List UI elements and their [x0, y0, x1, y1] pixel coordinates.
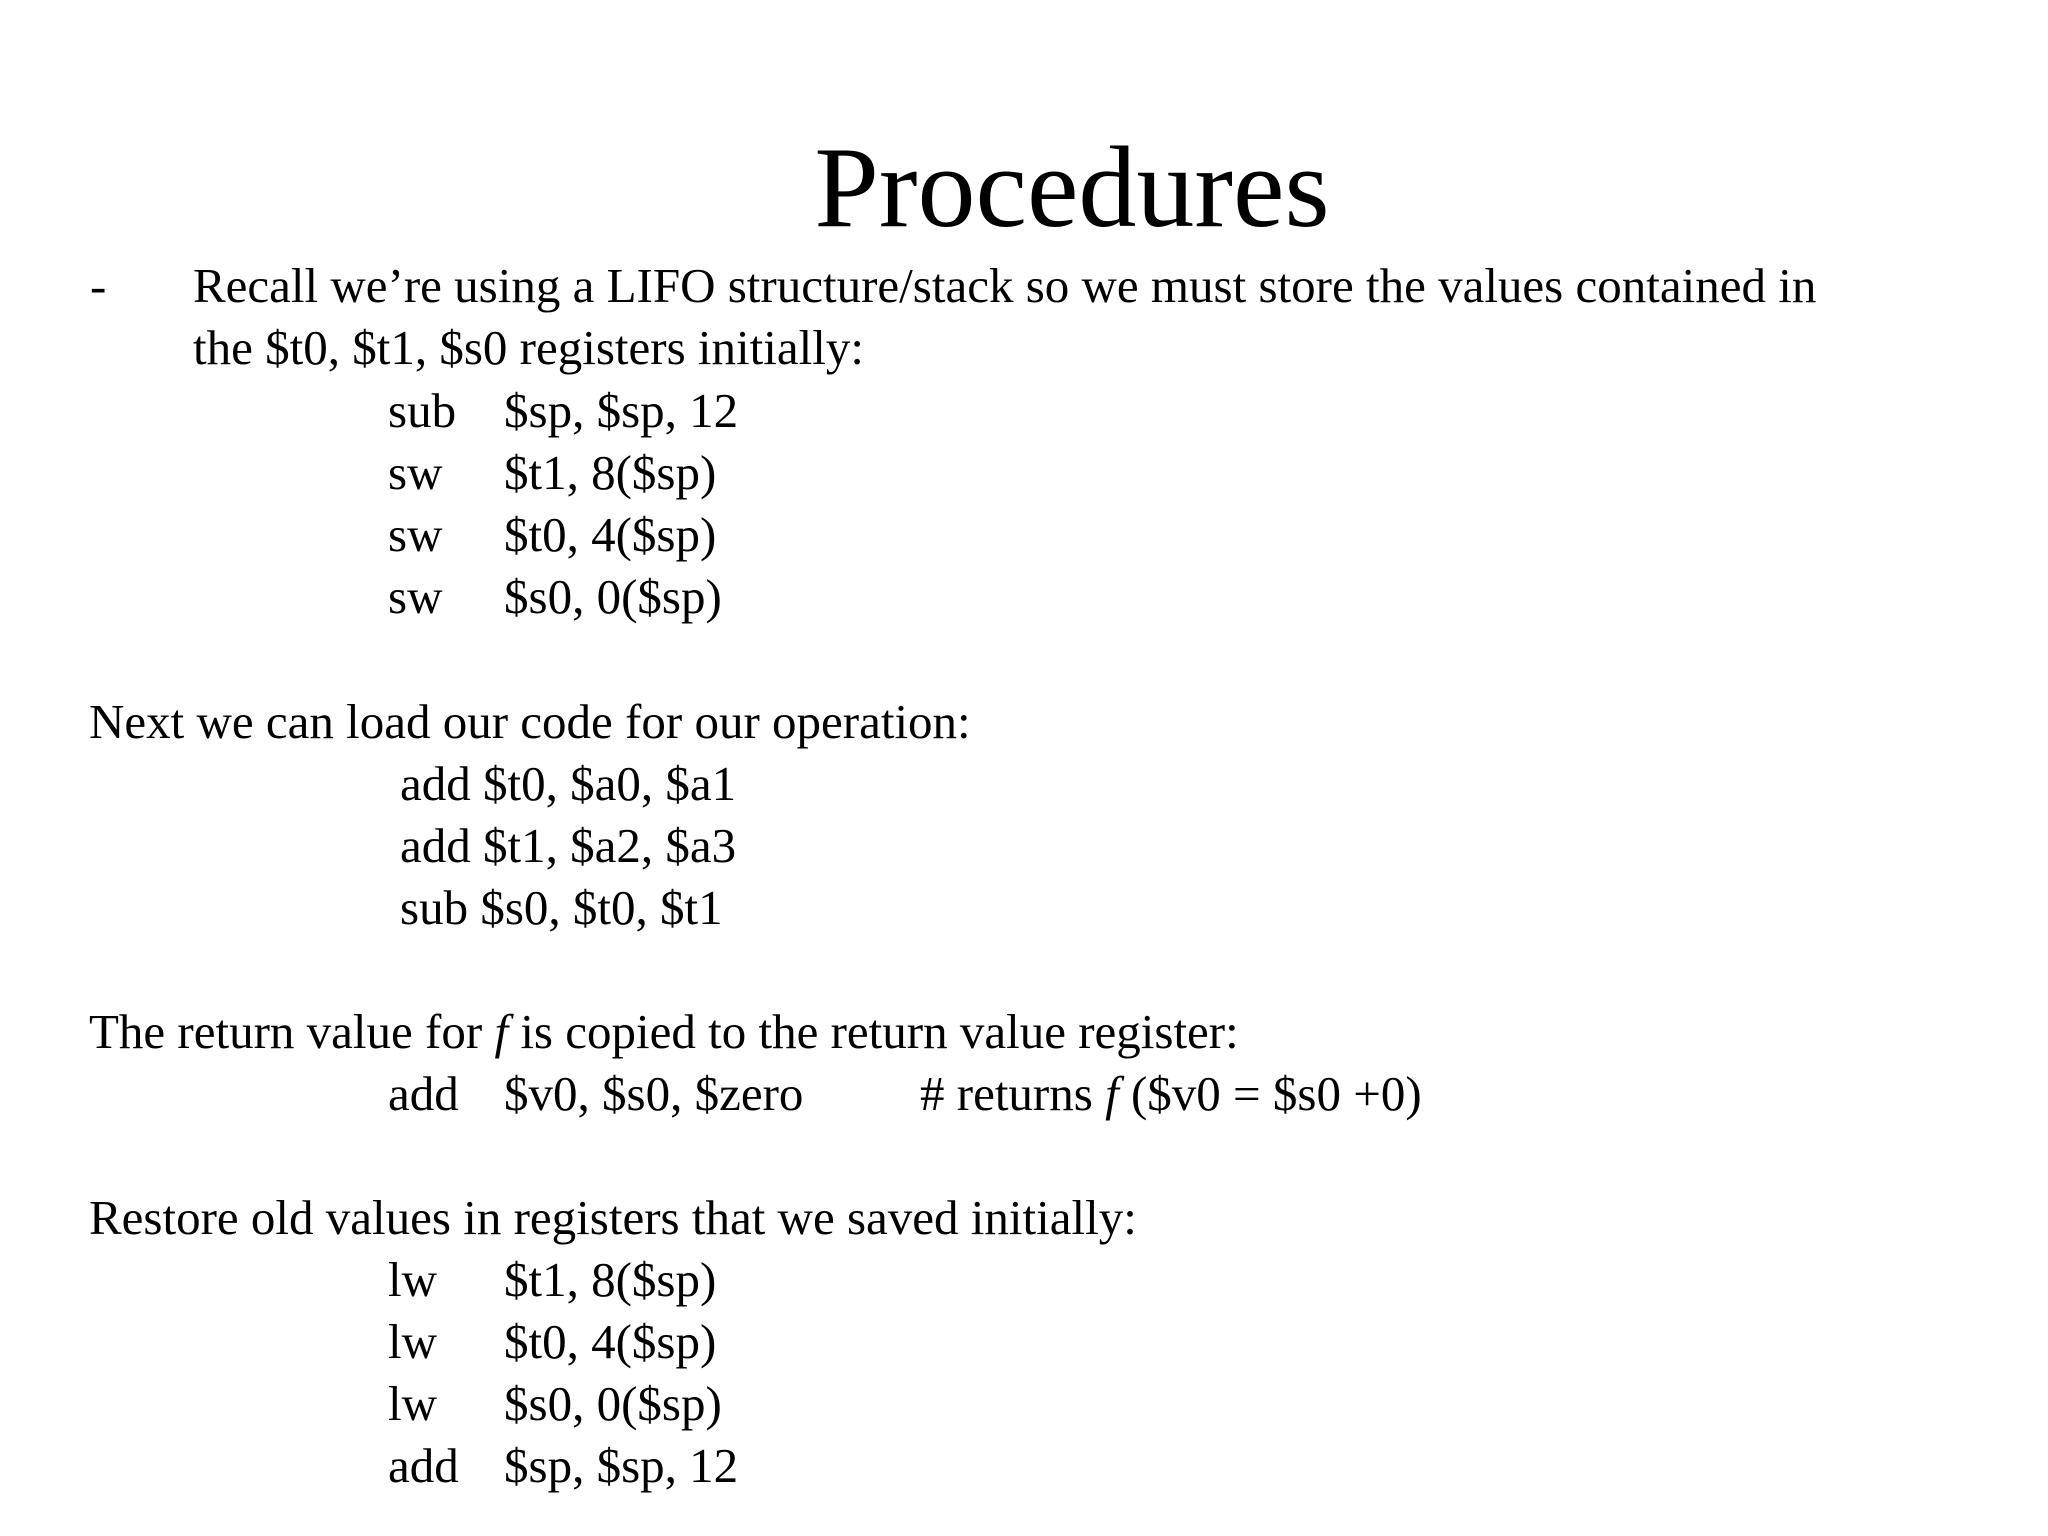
bullet-marker: - — [90, 258, 107, 313]
return-heading-after: is copied to the return value register: — [508, 1004, 1239, 1059]
comment-f: f — [1105, 1066, 1119, 1121]
code-line: sub $s0, $t0, $t1 — [400, 880, 723, 935]
code-op: sw — [388, 569, 443, 624]
code-op: sw — [388, 445, 443, 500]
return-heading-before: The return value for — [89, 1004, 495, 1059]
code-op: lw — [388, 1376, 437, 1431]
intro-line-1: Recall we’re using a LIFO structure/stack so we must store the values contained in — [193, 258, 1817, 313]
code-op: add — [388, 1066, 459, 1121]
code-args: $t1, 8($sp) — [504, 445, 717, 500]
code-op: sw — [388, 507, 443, 562]
slide-title: Procedures — [814, 124, 1330, 252]
intro-line-2: the $t0, $t1, $s0 registers initially: — [193, 320, 864, 375]
return-heading — [89, 1001, 1239, 1063]
code-comment — [920, 1063, 1422, 1125]
code-args: $s0, 0($sp) — [504, 569, 722, 624]
code-op: lw — [388, 1314, 437, 1369]
code-args: $sp, $sp, 12 — [504, 1438, 739, 1493]
code-args: $sp, $sp, 12 — [504, 383, 739, 438]
code-args: $t1, 8($sp) — [504, 1252, 717, 1307]
load-heading: Next we can load our code for our operation: — [89, 694, 971, 749]
comment-before: # returns — [920, 1066, 1106, 1121]
comment-after: ($v0 = $s0 +0) — [1118, 1066, 1422, 1121]
code-args: $t0, 4($sp) — [504, 507, 717, 562]
code-op: add — [388, 1438, 459, 1493]
code-args: $v0, $s0, $zero — [504, 1066, 804, 1121]
code-args: $t0, 4($sp) — [504, 1314, 717, 1369]
code-op: lw — [388, 1252, 437, 1307]
code-line: add $t1, $a2, $a3 — [400, 818, 737, 873]
code-op: sub — [388, 383, 457, 438]
restore-heading: Restore old values in registers that we saved initially: — [89, 1190, 1137, 1245]
return-heading-f: f — [494, 1004, 509, 1059]
code-args: $s0, 0($sp) — [504, 1376, 722, 1431]
code-line: add $t0, $a0, $a1 — [400, 756, 737, 811]
